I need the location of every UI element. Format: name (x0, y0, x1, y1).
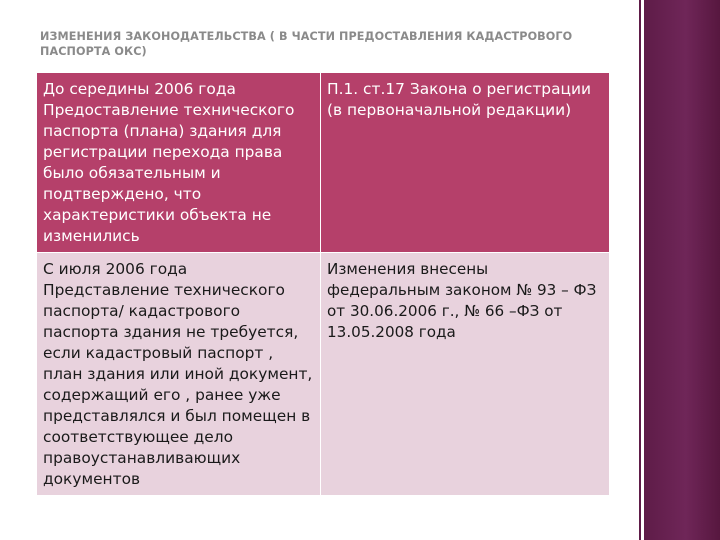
table-cell-after-2006: С июля 2006 года Представление технического паспорта/ кадастрового паспорта здания не требуется, если кадастровый паспорт , план здания или иной документ, содержащий его , ранее уже представлялся и был помещен в соответствующее дело правоустанавливающих документов (37, 253, 321, 496)
side-decorative-panel (644, 0, 720, 540)
side-accent-line (639, 0, 641, 540)
table-cell-law-reference: П.1. ст.17 Закона о регистрации (в первоначальной редакции) (321, 73, 610, 253)
table-cell-before-2006: До середины 2006 года Предоставление технического паспорта (плана) здания для регистрации перехода права было обязательным и подтверждено, что характеристики объекта не изменились (37, 73, 321, 253)
slide-title: ИЗМЕНЕНИЯ ЗАКОНОДАТЕЛЬСТВА ( В ЧАСТИ ПРЕДОСТАВЛЕНИЯ КАДАСТРОВОГО ПАСПОРТА ОКС) (40, 30, 573, 58)
legislation-table (36, 72, 610, 496)
table-row (37, 253, 610, 496)
table-cell-amendments: Изменения внесены федеральным законом № 93 – ФЗ от 30.06.2006 г., № 66 –ФЗ от 13.05.2008 года (321, 253, 610, 496)
table-row (37, 73, 610, 253)
